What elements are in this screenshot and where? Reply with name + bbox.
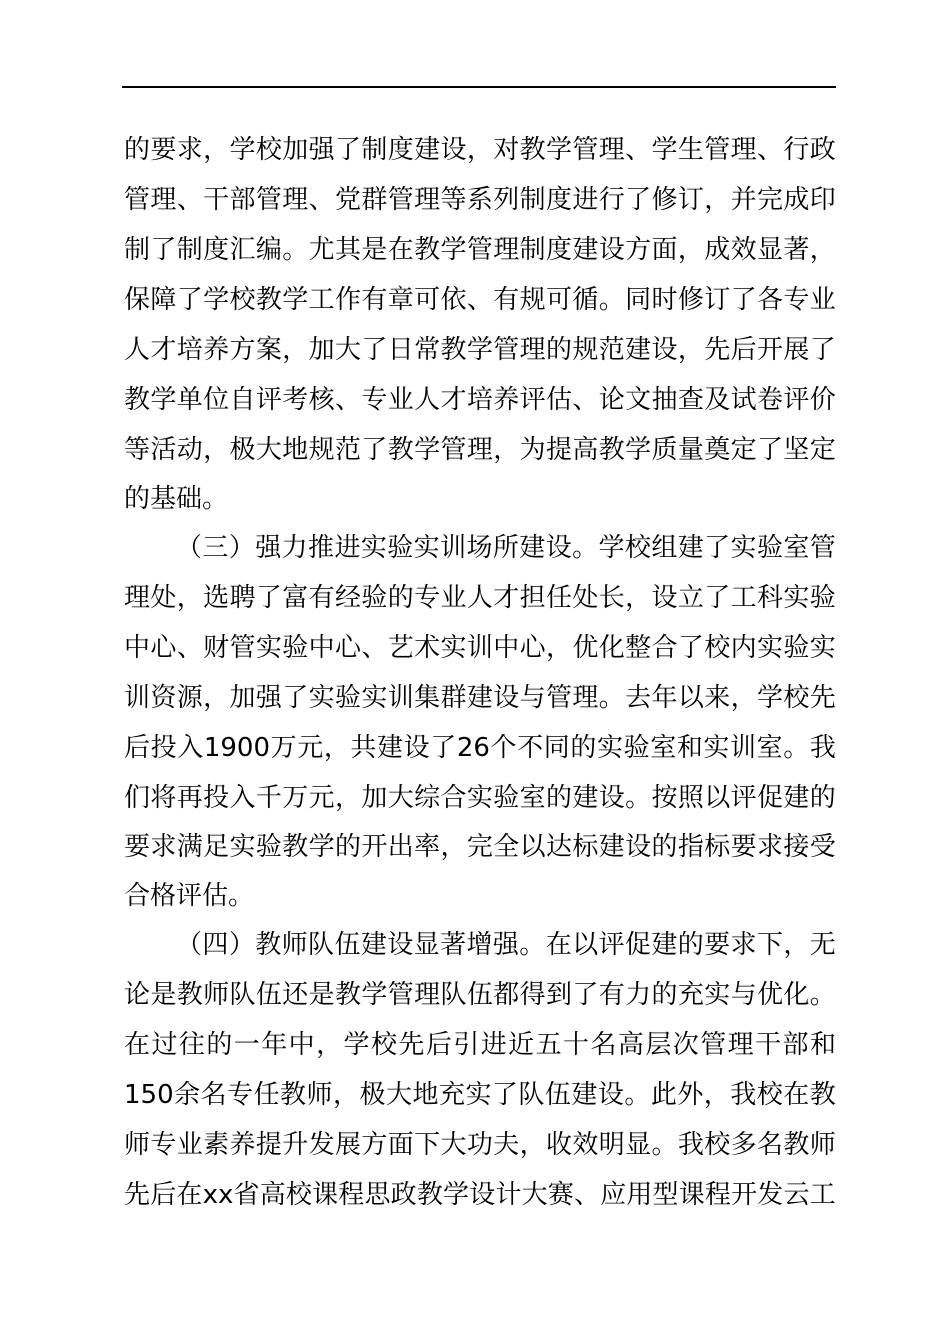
paragraph-line: 的 要 求 ， 学 校 加 强 了 制 度 建 设 ， 对 教 学 管 理 、 学 生 管 理 、 行 政	[124, 135, 836, 165]
section-heading-line: （ 四 ） 教 师 队 伍 建 设 显 著 增 强 。 在 以 评 促 建 的 要 求 下 ， 无	[176, 930, 836, 960]
paragraph-line-last: 合格评估。	[124, 881, 255, 911]
paragraph-line: 在 过 往 的 一 年 中 ， 学 校 先 后 引 进 近 五 十 名 高 层 次 管 理 干 部 和	[124, 1030, 836, 1060]
paragraph-line: 教 学 单 位 自 评 考 核 、 专 业 人 才 培 养 评 估 、 论 文 抽 查 及 试 卷 评 价	[124, 385, 836, 415]
paragraph-line: 理 处 ， 选 聘 了 富 有 经 验 的 专 业 人 才 担 任 处 长 ， 设 立 了 工 科 实 验	[124, 583, 836, 613]
paragraph-line: 后 投 入 1900 万 元 ， 共 建 设 了 26 个 不 同 的 实 验 室 和 实 训 室 。 我	[124, 733, 836, 763]
paragraph-line: 先 后 在 xx 省 高 校 课 程 思 政 教 学 设 计 大 赛 、 应 用 型 课 程 开 发 云 工	[124, 1180, 836, 1210]
paragraph-line-last: 的基础。	[124, 484, 229, 514]
paragraph-line: 师 专 业 素 养 提 升 发 展 方 面 下 大 功 夫 ， 收 效 明 显 。 我 校 多 名 教 师	[124, 1130, 836, 1160]
paragraph-line: 训 资 源 ， 加 强 了 实 验 实 训 集 群 建 设 与 管 理 。 去 年 以 来 ， 学 校 先	[124, 683, 836, 713]
header-rule	[122, 86, 836, 88]
paragraph-line: 论 是 教 师 队 伍 还 是 教 学 管 理 队 伍 都 得 到 了 有 力 的 充 实 与 优 化 。	[124, 980, 836, 1010]
paragraph-line: 管 理 、 干 部 管 理 、 党 群 管 理 等 系 列 制 度 进 行 了 修 订 ， 并 完 成 印	[124, 185, 836, 215]
paragraph-line: 要 求 满 足 实 验 教 学 的 开 出 率 ， 完 全 以 达 标 建 设 的 指 标 要 求 接 受	[124, 832, 836, 862]
section-heading-line: （ 三 ） 强 力 推 进 实 验 实 训 场 所 建 设 。 学 校 组 建 了 实 验 室 管	[176, 533, 836, 563]
paragraph-line: 人 才 培 养 方 案 ， 加 大 了 日 常 教 学 管 理 的 规 范 建 设 ， 先 后 开 展 了	[124, 335, 836, 365]
paragraph-line: 中 心 、 财 管 实 验 中 心 、 艺 术 实 训 中 心 ， 优 化 整 合 了 校 内 实 验 实	[124, 633, 836, 663]
paragraph-line: 150 余 名 专 任 教 师 ， 极 大 地 充 实 了 队 伍 建 设 。 此 外 ， 我 校 在 教	[124, 1080, 836, 1110]
paragraph-line: 们 将 再 投 入 千 万 元 ， 加 大 综 合 实 验 室 的 建 设 。 按 照 以 评 促 建 的	[124, 783, 836, 813]
paragraph-line: 等 活 动 ， 极 大 地 规 范 了 教 学 管 理 ， 为 提 高 教 学 质 量 奠 定 了 坚 定	[124, 435, 836, 465]
paragraph-line: 制 了 制 度 汇 编 。 尤 其 是 在 教 学 管 理 制 度 建 设 方 面 ， 成 效 显 著 ，	[124, 235, 836, 265]
paragraph-line: 保 障 了 学 校 教 学 工 作 有 章 可 依 、 有 规 可 循 。 同 时 修 订 了 各 专 业	[124, 285, 836, 315]
